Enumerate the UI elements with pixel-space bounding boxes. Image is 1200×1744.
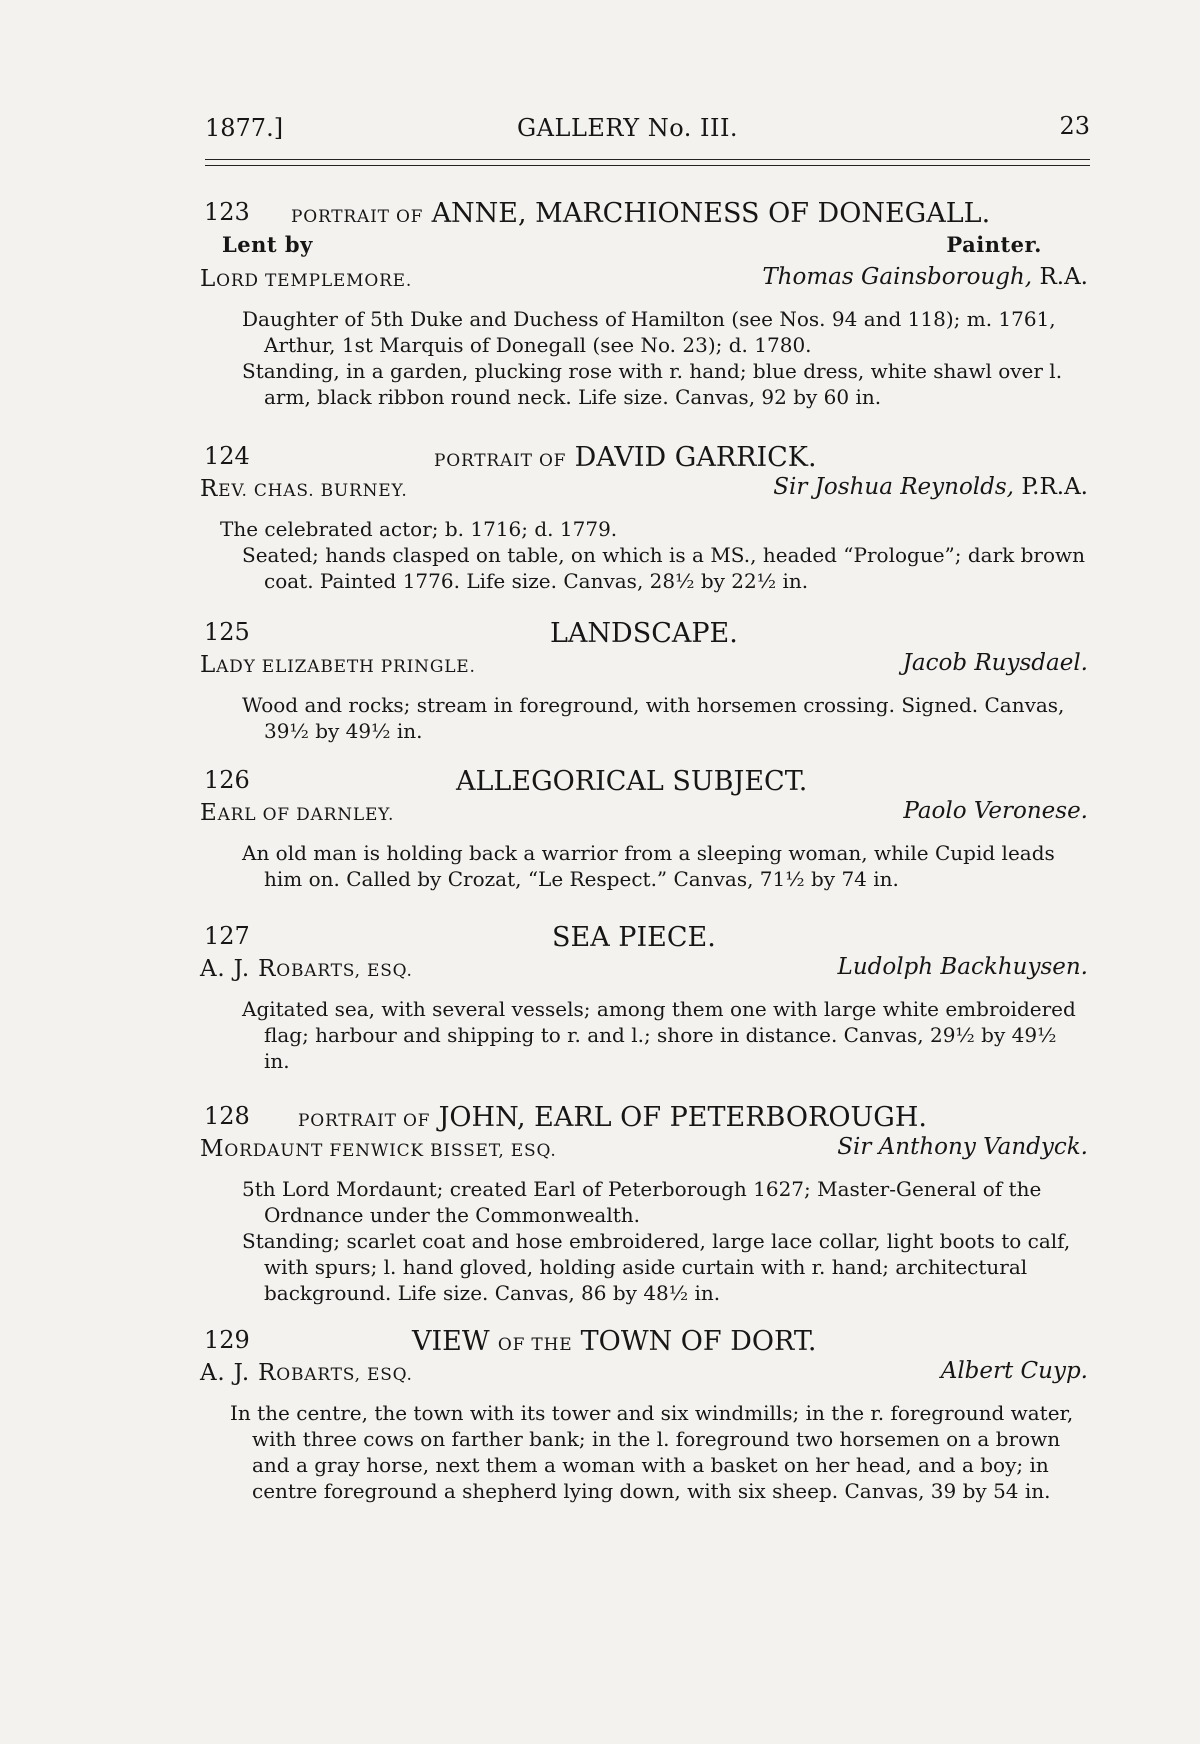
entry-title-line [200, 922, 1088, 954]
title-prefix: PORTRAIT OF [298, 1111, 431, 1131]
entry-description [200, 516, 1088, 594]
entry-title-line [200, 442, 1088, 474]
column-labels [200, 230, 1088, 264]
entry-description [200, 840, 1088, 892]
description-paragraph: Seated; hands clasped on table, on which is a MS., headed “Prologue”; dark brown coat. Painted 1776. Life size. Canvas, 28½ by 22½ in. [242, 543, 1086, 593]
entry-number: 124 [204, 442, 250, 470]
description-paragraph: Standing, in a garden, plucking rose with r. hand; blue dress, white shawl over l. arm, black ribbon round neck. Life size. Canvas, 92 by 60 in. [242, 359, 1063, 409]
title-main: ANNE, MARCHIONESS OF DONEGALL. [431, 198, 991, 229]
lender-name: REV. CHAS. BURNEY. [200, 476, 408, 502]
description-paragraph: Wood and rocks; stream in foreground, with horsemen crossing. Signed. Canvas, 39½ by 49½ in. [242, 693, 1065, 743]
title-main: JOHN, EARL OF PETERBOROUGH. [438, 1102, 927, 1133]
artist-name: Ludolph Backhuysen. [837, 954, 1088, 980]
catalogue-entry-128 [200, 1102, 1088, 1306]
entry-title-line [200, 1326, 1088, 1358]
entry-number: 125 [204, 618, 250, 646]
description-paragraph: The celebrated actor; b. 1716; d. 1779. [220, 517, 618, 541]
lender-name: LADY ELIZABETH PRINGLE. [200, 652, 476, 678]
lender-name: A. J. ROBARTS, ESQ. [200, 1360, 413, 1386]
lender-name: MORDAUNT FENWICK BISSET, ESQ. [200, 1136, 557, 1162]
entry-title [434, 442, 817, 473]
description-paragraph: Daughter of 5th Duke and Duchess of Hamilton (see Nos. 94 and 118); m. 1761, Arthur, 1st Marquis of Donegall (see No. 23); d. 1780. [242, 307, 1056, 357]
title-main: SEA PIECE. [552, 922, 716, 953]
catalogue-entry-125 [200, 618, 1088, 744]
entry-meta [200, 798, 1088, 830]
running-head [205, 108, 1090, 148]
entry-title [291, 198, 990, 229]
header-rule [205, 159, 1090, 166]
catalogue-entry-124 [200, 442, 1088, 594]
entry-title [298, 1102, 927, 1133]
title-connector: OF THE [497, 1335, 573, 1355]
entry-number: 129 [204, 1326, 250, 1354]
entry-meta [200, 474, 1088, 506]
catalogue-entry-129 [200, 1326, 1088, 1504]
entry-description [200, 1400, 1088, 1504]
lender-name: A. J. ROBARTS, ESQ. [200, 956, 413, 982]
entry-description [200, 996, 1088, 1074]
catalogue-entry-123 [200, 198, 1088, 410]
entry-meta [200, 264, 1088, 296]
title-main: TOWN OF DORT. [580, 1326, 817, 1357]
entry-meta [200, 650, 1088, 682]
entry-description [200, 306, 1088, 410]
description-paragraph: In the centre, the town with its tower and six windmills; in the r. foreground water, with three cows on farther bank; in the l. foreground two horsemen on a brown and a gray horse, next them a woman with a basket on her head, and a boy; in centre foreground a shepherd lying down, with six sheep. Canvas, 39 by 54 in. [230, 1401, 1074, 1503]
entry-title-line [200, 766, 1088, 798]
artist-name: Sir Anthony Vandyck. [837, 1134, 1088, 1160]
catalogue-entry-126 [200, 766, 1088, 892]
entry-title [412, 1326, 817, 1357]
description-paragraph: Standing; scarlet coat and hose embroidered, large lace collar, light boots to calf, with spurs; l. hand gloved, holding aside curtain with r. hand; architectural background. Life size. Canvas, 86 by 48½ in. [242, 1229, 1071, 1305]
entry-title-line [200, 198, 1088, 230]
title-main: ALLEGORICAL SUBJECT. [456, 766, 808, 797]
artist-name: Paolo Veronese. [903, 798, 1088, 824]
entry-title [456, 766, 807, 797]
lender-name: EARL OF DARNLEY. [200, 800, 395, 826]
description-paragraph: Agitated sea, with several vessels; among them one with large white embroidered flag; harbour and shipping to r. and l.; shore in distance. Canvas, 29½ by 49½ in. [242, 997, 1076, 1073]
artist-name: Albert Cuyp. [940, 1358, 1088, 1384]
artist-name: Jacob Ruysdael. [902, 650, 1088, 676]
title-main: LANDSCAPE. [550, 618, 738, 649]
painter-label: Painter. [946, 232, 1042, 257]
entry-number: 126 [204, 766, 250, 794]
title-prefix: PORTRAIT OF [434, 451, 567, 471]
title-prefix: PORTRAIT OF [291, 207, 424, 227]
entry-meta [200, 954, 1088, 986]
entry-description [200, 1176, 1088, 1306]
entry-title [550, 618, 738, 649]
entry-title [552, 922, 716, 953]
entry-number: 127 [204, 922, 250, 950]
title-main: VIEW [412, 1326, 490, 1357]
entry-title-line [200, 1102, 1088, 1134]
entry-description [200, 692, 1088, 744]
description-paragraph: 5th Lord Mordaunt; created Earl of Peterborough 1627; Master-General of the Ordnance under the Commonwealth. [242, 1177, 1042, 1227]
lent-by-label: Lent by [222, 232, 313, 257]
entry-meta [200, 1134, 1088, 1166]
header-year: 1877.] [205, 114, 284, 142]
entry-title-line [200, 618, 1088, 650]
entry-number: 123 [204, 198, 250, 226]
page-number: 23 [1059, 112, 1090, 140]
lender-name: LORD TEMPLEMORE. [200, 266, 413, 292]
title-main: DAVID GARRICK. [574, 442, 817, 473]
description-paragraph: An old man is holding back a warrior from a sleeping woman, while Cupid leads him on. Called by Crozat, “Le Respect.” Canvas, 71½ by 74 in. [242, 841, 1055, 891]
artist-name: Thomas Gainsborough, R.A. [762, 264, 1088, 290]
header-gallery-title: GALLERY No. III. [517, 114, 739, 142]
entry-number: 128 [204, 1102, 250, 1130]
catalogue-entry-127 [200, 922, 1088, 1074]
artist-name: Sir Joshua Reynolds, P.R.A. [773, 474, 1088, 500]
entry-meta [200, 1358, 1088, 1390]
